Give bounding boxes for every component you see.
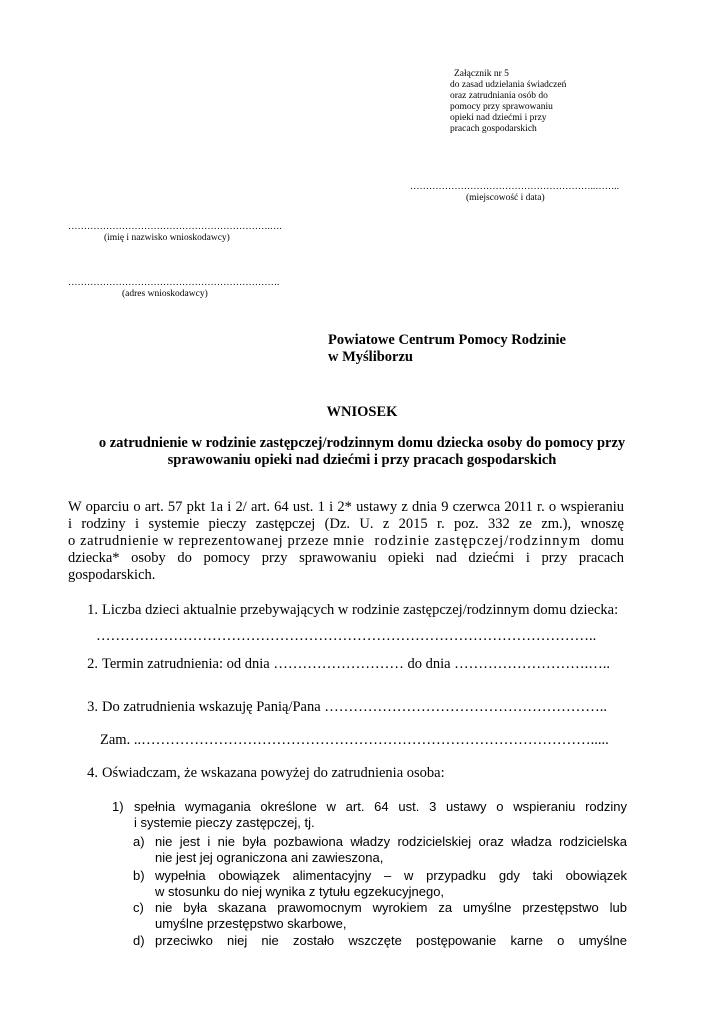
sub-number: a) (133, 834, 145, 849)
sub-line: w stosunku do niej wynika z tytułu egzekucyjnego, (155, 884, 445, 899)
intro-line-part: o zatrudnienie w reprezentowanej przeze mnie (68, 533, 365, 549)
intro-paragraph (68, 499, 624, 584)
point-line: i systemie pieczy zastępczej, tj. (134, 815, 315, 830)
sub-line: nie jest i nie była pozbawiona władzy rodzicielskiej oraz władza rodzicielska (155, 834, 627, 849)
sub-line: wypełnia obowiązek alimentacyjny – w przypadku gdy taki obowiązek (155, 868, 627, 883)
annex-line: oraz zatrudniania osób do (450, 91, 548, 101)
recipient-block (328, 332, 566, 366)
place-date-field[interactable]: …………………………………………………..…….. (410, 182, 619, 192)
intro-line: W oparciu o art. 57 pkt 1a i 2/ art. 64 ust. 1 i 2* ustawy z dnia 9 czerwca 2011 r. o wspieraniu (68, 499, 624, 515)
sub-line: nie była skazana prawomocnym wyrokiem za umyślne przestępstwo lub (155, 900, 627, 915)
annex-note (450, 69, 650, 135)
sub-number: c) (133, 900, 144, 915)
subtitle-line: o zatrudnienie w rodzinie zastępczej/rodzinnym domu dziecka osoby do pomocy przy (98, 435, 626, 451)
intro-line: dziecka* osoby do pomocy przy sprawowaniu opieki nad dziećmi i przy pracach (68, 550, 624, 566)
applicant-name-caption: (imię i nazwisko wnioskodawcy) (104, 233, 230, 243)
document-title: WNIOSEK (326, 404, 398, 420)
recipient-city: w Myśliborzu (328, 349, 413, 365)
sub-line: przeciwko niej nie zostało wszczęte postępowanie karne o umyślne (155, 933, 627, 948)
children-count-field[interactable]: ………………………………………………………………………………………….. (96, 628, 597, 644)
item-text: Oświadczam, że wskazana powyżej do zatrudnienia osoba: (102, 765, 445, 781)
item-number: 4. (87, 765, 98, 781)
employment-period-field[interactable]: Termin zatrudnienia: od dnia ……………………… do dnia ……………………….….. (102, 656, 611, 672)
point-line: spełnia wymagania określone w art. 64 ust. 3 ustawy o wspieraniu rodziny (134, 799, 627, 814)
annex-line: pomocy przy sprawowaniu (450, 102, 553, 112)
sub-number: b) (133, 868, 145, 883)
annex-line: pracach gospodarskich (450, 124, 537, 134)
intro-line: gospodarskich. (68, 567, 156, 583)
annex-line: opieki nad dziećmi i przy (450, 113, 547, 123)
sub-line: nie jest jej ograniczona ani zawieszona, (155, 850, 384, 865)
recipient-name: Powiatowe Centrum Pomocy Rodzinie (328, 332, 566, 348)
item-number: 3. (87, 699, 98, 715)
applicant-address-field[interactable]: …………………………………………………………. (68, 278, 280, 288)
nominee-address-field[interactable]: Zam. ..…………………………………………………………………………………..... (100, 732, 609, 748)
item-text: Liczba dzieci aktualnie przebywających w rodzinie zastępczej/rodzinnym domu dziecka: (102, 602, 619, 618)
intro-line-part: rodzinie zastępczej/rodzinnym (374, 533, 582, 549)
point-number: 1) (112, 799, 124, 814)
annex-line: Załącznik nr 5 (454, 69, 509, 79)
item-number: 2. (87, 656, 98, 672)
document-subtitle (0, 435, 724, 469)
annex-line: do zasad udzielania świadczeń (450, 80, 567, 90)
intro-line: i rodziny i systemie pieczy zastępczej (Dz. U. z 2015 r. poz. 332 ze zm.), wnoszę (68, 516, 624, 532)
intro-line (68, 533, 624, 550)
intro-line-part: domu (590, 533, 624, 549)
place-date-caption: (miejscowość i data) (466, 193, 545, 203)
applicant-address-caption: (adres wnioskodawcy) (122, 289, 208, 299)
sub-line: umyślne przestępstwo skarbowe, (155, 916, 347, 931)
item-number: 1. (87, 602, 98, 618)
subtitle-line: sprawowaniu opieki nad dziećmi i przy pracach gospodarskich (167, 452, 557, 468)
nominee-name-field[interactable]: Do zatrudnienia wskazuję Panią/Pana ………………………………………………….. (102, 699, 608, 715)
sub-number: d) (133, 933, 145, 948)
applicant-name-field[interactable]: ……………………………………………………….…. (68, 222, 282, 232)
